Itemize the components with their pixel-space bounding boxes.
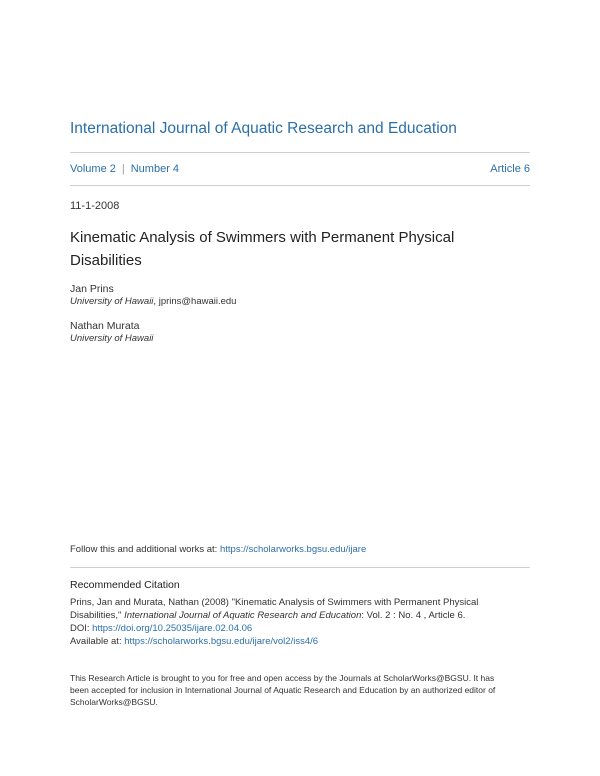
access-notice (70, 672, 530, 708)
affiliation-text: University of Hawaii (70, 296, 154, 307)
available-link[interactable]: https://scholarworks.bgsu.edu/ijare/vol2/iss4/6 (124, 636, 319, 647)
notice-line: been accepted for inclusion in International Journal of Aquatic Research and Education by an authorized editor of (70, 685, 496, 695)
publication-date: 11-1-2008 (70, 200, 120, 212)
doi-link[interactable]: https://doi.org/10.25035/ijare.02.04.06 (92, 623, 253, 634)
journal-title-link[interactable]: International Journal of Aquatic Research and Education (70, 120, 457, 137)
divider (70, 567, 530, 568)
citation-journal: International Journal of Aquatic Research and Education (124, 610, 362, 621)
document-page (70, 0, 530, 776)
article-title (70, 226, 510, 272)
citation-block (70, 596, 530, 648)
author-affiliation (70, 333, 153, 344)
citation-text: : Vol. 2 : No. 4 , Article 6. (361, 610, 466, 621)
available-label: Available at: (70, 636, 125, 647)
author-name: Jan Prins (70, 283, 114, 295)
article-link[interactable]: Article 6 (490, 163, 530, 175)
citation-line: Prins, Jan and Murata, Nathan (2008) "Kinematic Analysis of Swimmers with Permanent Physical (70, 597, 479, 608)
author-email: jprins@hawaii.edu (158, 296, 237, 307)
affiliation-text: University of Hawaii (70, 333, 154, 344)
volume-link[interactable]: Volume 2 (70, 163, 116, 175)
volume-row (70, 163, 530, 175)
notice-line: ScholarWorks@BGSU. (70, 697, 158, 707)
article-title-line: Kinematic Analysis of Swimmers with Permanent Physical (70, 229, 455, 246)
citation-line (70, 609, 530, 622)
follow-line (70, 544, 366, 555)
number-link[interactable]: Number 4 (130, 163, 180, 175)
follow-link[interactable]: https://scholarworks.bgsu.edu/ijare (219, 544, 367, 555)
notice-line: This Research Article is brought to you for free and open access by the Journals at ScholarWorks@BGSU. It has (70, 673, 495, 683)
author-affiliation: University of Hawaii, jprins@hawaii.edu (70, 296, 237, 307)
separator: | (121, 163, 125, 175)
recommended-citation-heading: Recommended Citation (70, 579, 180, 591)
citation-text: Disabilities," (70, 610, 125, 621)
follow-text: Follow this and additional works at: (70, 544, 220, 555)
available-line (70, 635, 530, 648)
author-name: Nathan Murata (70, 320, 140, 332)
divider (70, 152, 530, 153)
divider (70, 185, 530, 186)
doi-label: DOI: (70, 623, 93, 634)
doi-line (70, 622, 530, 635)
article-title-line: Disabilities (70, 252, 142, 269)
